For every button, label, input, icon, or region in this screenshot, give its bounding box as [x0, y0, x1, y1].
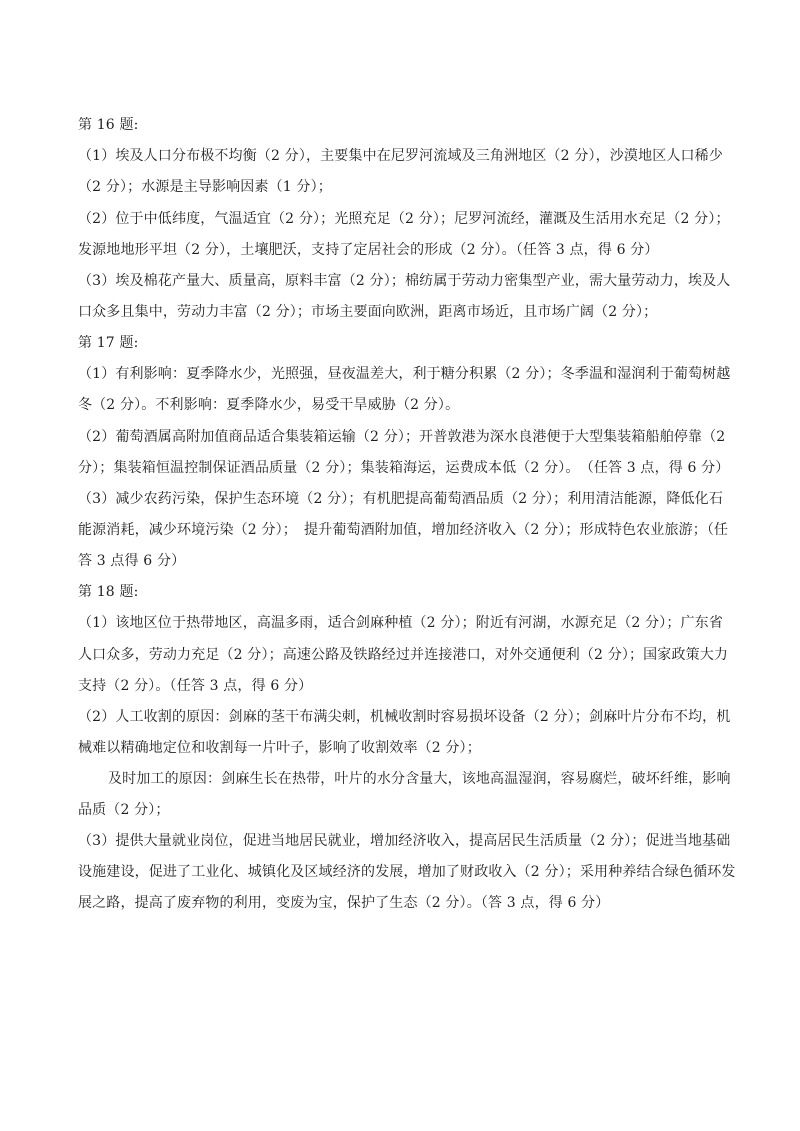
q17-line-1: （1）有利影响：夏季降水少，光照强，昼夜温差大，利于糖分积累（2 分）；冬季温和湿润利于葡萄树越	[78, 366, 731, 382]
q18-line-10: 展之路，提高了废弃物的利用，变废为宝，保护了生态（2 分）。（答 3 点，得 6 分）	[78, 895, 610, 911]
q18-line-9: 设施建设，促进了工业化、城镇化及区域经济的发展，增加了财政收入（2 分）；采用种养结合绿色循环发	[78, 864, 736, 880]
q17-line-3: （2）葡萄酒属高附加值商品适合集装箱运输（2 分）；开普敦港为深水良港便于大型集装箱船舶停靠（2	[78, 429, 726, 445]
q16-line-6: 口众多且集中，劳动力丰富（2 分）；市场主要面向欧洲，距离市场近，且市场广阔（2 分）；	[78, 304, 658, 320]
q17-line-2: 冬（2 分）。不利影响：夏季降水少，易受干旱威胁（2 分）。	[78, 397, 460, 413]
q18-line-5: 械难以精确地定位和收割每一片叶子，影响了收割效率（2 分）；	[78, 740, 481, 756]
q17-line-6: 能源消耗，减少环境污染（2 分）； 提升葡萄酒附加值，增加经济收入（2 分）；形成特色农业旅游；（任	[78, 522, 729, 538]
q17-line-7: 答 3 点得 6 分）	[78, 553, 186, 569]
q17-line-4: 分）；集装箱恒温控制保证酒品质量（2 分）；集装箱海运，运费成本低（2 分）。 （任答 3 点，得 6 分）	[78, 460, 730, 476]
question-17-title: 第 17 题:	[78, 335, 139, 351]
question-18-title: 第 18 题:	[78, 584, 139, 600]
q18-line-2: 人口众多，劳动力充足（2 分）；高速公路及铁路经过并连接港口，对外交通便利（2 分）；国家政策大力	[78, 647, 729, 663]
q16-line-4: 发源地地形平坦（2 分），土壤肥沃，支持了定居社会的形成（2 分）。（任答 3 点，得 6 分）	[78, 242, 659, 258]
q18-line-6: 及时加工的原因：剑麻生长在热带，叶片的水分含量大，该地高温湿润，容易腐烂，破坏纤维，影响	[108, 771, 731, 787]
q17-line-5: （3）减少农药污染，保护生态环境（2 分）；有机肥提高葡萄酒品质（2 分）；利用清洁能源，降低化石	[78, 491, 723, 507]
q18-line-8: （3）提供大量就业岗位，促进当地居民就业，增加经济收入，提高居民生活质量（2 分）；促进当地基础	[78, 833, 731, 849]
question-16-title: 第 16 题:	[78, 117, 139, 133]
q16-line-1: （1）埃及人口分布极不均衡（2 分），主要集中在尼罗河流域及三角洲地区（2 分），沙漠地区人口稀少	[78, 148, 723, 164]
q18-line-7: 品质（2 分）；	[78, 802, 170, 818]
q18-line-4: （2）人工收割的原因：剑麻的茎干布满尖刺，机械收割时容易损坏设备（2 分）；剑麻叶片分布不均，机	[78, 709, 731, 725]
q16-line-5: （3）埃及棉花产量大、质量高，原料丰富（2 分）；棉纺属于劳动力密集型产业，需大量劳动力，埃及人	[78, 273, 731, 289]
q16-line-2: （2 分）；水源是主导影响因素（1 分）；	[78, 179, 332, 195]
q18-line-3: 支持（2 分）。（任答 3 点，得 6 分）	[78, 678, 313, 694]
q16-line-3: （2）位于中低纬度，气温适宜（2 分）；光照充足（2 分）；尼罗河流经，灌溉及生活用水充足（2 分）；	[78, 211, 730, 227]
q18-line-1: （1）该地区位于热带地区，高温多雨，适合剑麻种植（2 分）；附近有河湖，水源充足（2 分）；广东省	[78, 615, 723, 631]
